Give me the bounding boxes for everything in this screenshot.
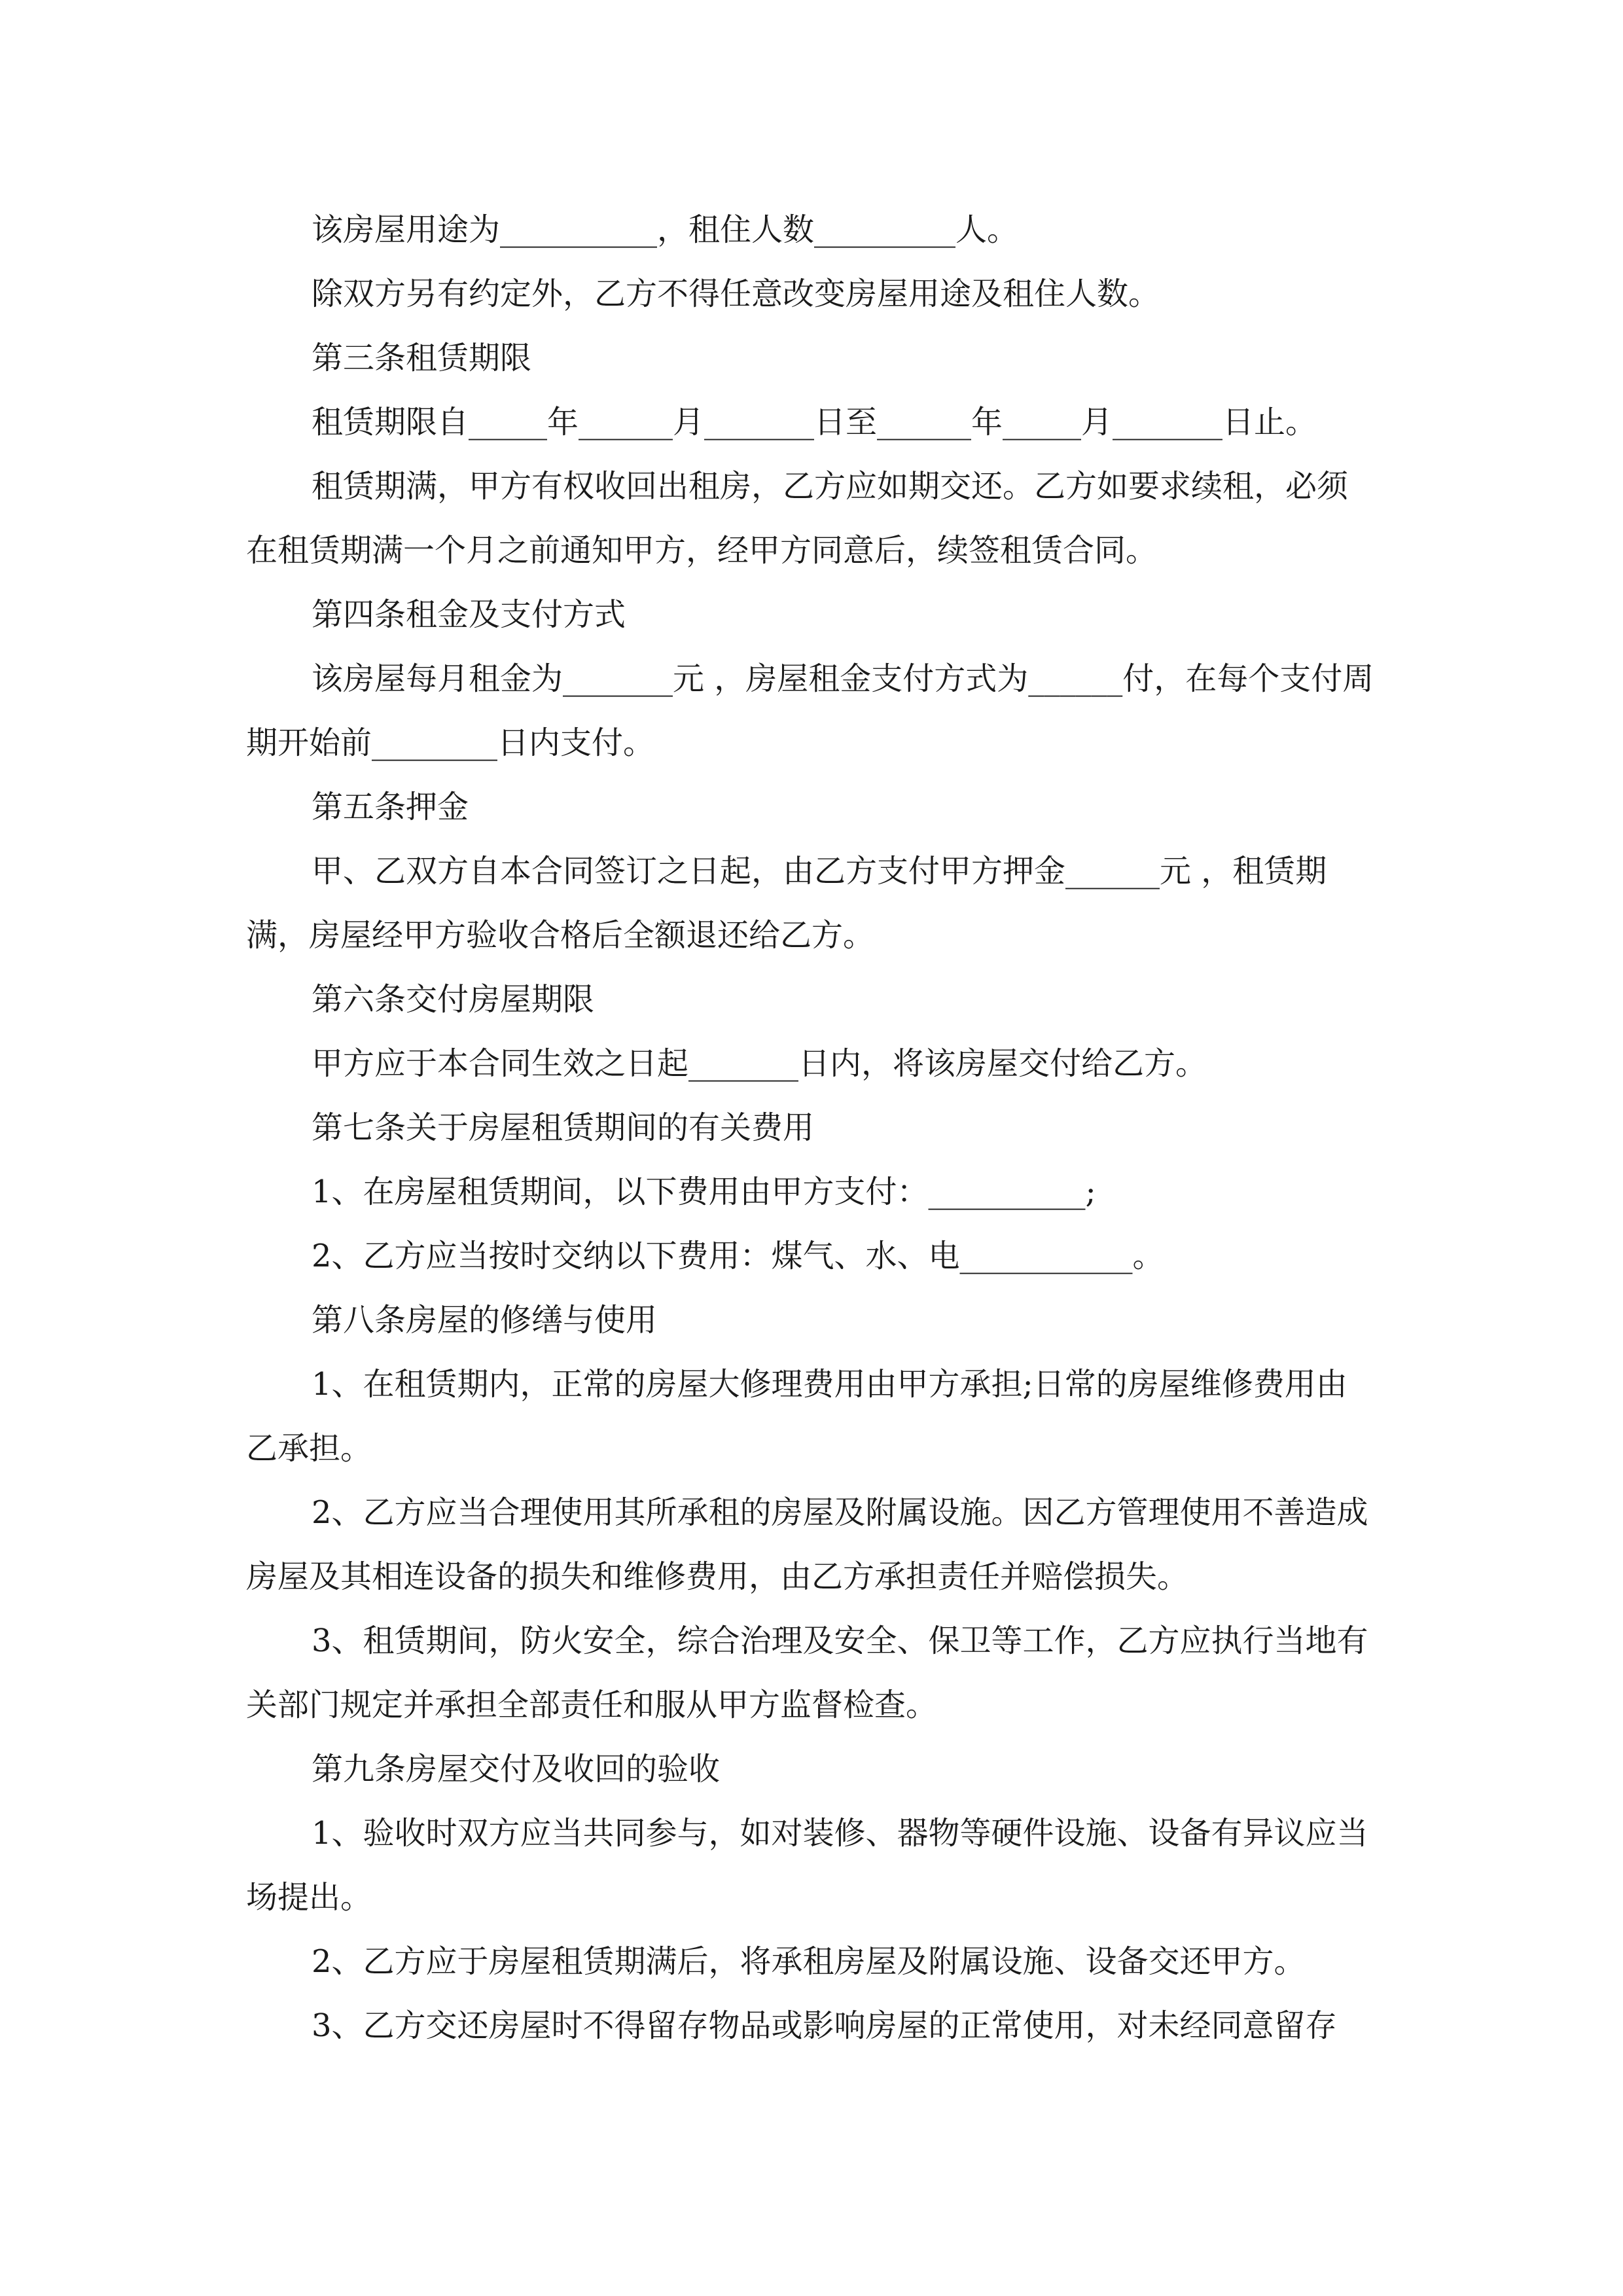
section-heading-article-7: 第七条关于房屋租赁期间的有关费用 xyxy=(312,1109,815,1146)
paragraph-fire-safety: 3、租赁期间，防火安全，综合治理及安全、保卫等工作，乙方应执行当地有关部门规定并承担全部责任和服从甲方监督检查。 xyxy=(246,1623,1368,1723)
section-heading-article-4: 第四条租金及支付方式 xyxy=(312,596,626,633)
paragraph-deposit: 甲、乙双方自本合同签订之日起，由乙方支付甲方押金______元 ，租赁期满，房屋经甲方验收合格后全额退还给乙方。 xyxy=(246,853,1327,954)
paragraph-lease-term: 租赁期限自_____年______月_______日至______年_____月_______日止。 xyxy=(312,404,1317,440)
paragraph-return-premises: 2、乙方应于房屋租赁期满后，将承租房屋及附属设施、设备交还甲方。 xyxy=(312,1943,1306,1980)
section-heading-article-5: 第五条押金 xyxy=(312,789,469,825)
paragraph-rent-payment: 该房屋每月租金为_______元 ，房屋租金支付方式为______付，在每个支付周期开始前________日内支付。 xyxy=(246,660,1374,761)
paragraph-joint-inspection: 1、验收时双方应当共同参与，如对装修、器物等硬件设施、设备有异议应当场提出。 xyxy=(246,1815,1368,1916)
paragraph-proper-use: 2、乙方应当合理使用其所承租的房屋及附属设施。因乙方管理使用不善造成房屋及其相连设备的损失和维修费用，由乙方承担责任并赔偿损失。 xyxy=(246,1494,1368,1595)
paragraph-no-leftover-items: 3、乙方交还房屋时不得留存物品或影响房屋的正常使用，对未经同意留存 xyxy=(312,2007,1337,2044)
section-heading-article-8: 第八条房屋的修缮与使用 xyxy=(312,1302,658,1338)
section-heading-article-9: 第九条房屋交付及收回的验收 xyxy=(312,1751,721,1787)
paragraph-repair-costs: 1、在租赁期内，正常的房屋大修理费用由甲方承担;日常的房屋维修费用由乙承担。 xyxy=(246,1366,1347,1467)
paragraph-usage: 该房屋用途为__________，租住人数_________人。 xyxy=(312,211,1019,248)
paragraph-fees-tenant: 2、乙方应当按时交纳以下费用：煤气、水、电___________。 xyxy=(312,1238,1164,1274)
paragraph-fees-landlord: 1、在房屋租赁期间，以下费用由甲方支付：__________; xyxy=(312,1174,1096,1210)
paragraph-delivery-deadline: 甲方应于本合同生效之日起_______日内，将该房屋交付给乙方。 xyxy=(312,1045,1207,1082)
paragraph-usage-restriction: 除双方另有约定外，乙方不得任意改变房屋用途及租住人数。 xyxy=(312,276,1160,312)
section-heading-article-6: 第六条交付房屋期限 xyxy=(312,981,595,1018)
paragraph-lease-expiry: 租赁期满，甲方有权收回出租房，乙方应如期交还。乙方如要求续租，必须在租赁期满一个月之前通知甲方，经甲方同意后，续签租赁合同。 xyxy=(246,468,1349,569)
section-heading-article-3: 第三条租赁期限 xyxy=(312,340,532,376)
